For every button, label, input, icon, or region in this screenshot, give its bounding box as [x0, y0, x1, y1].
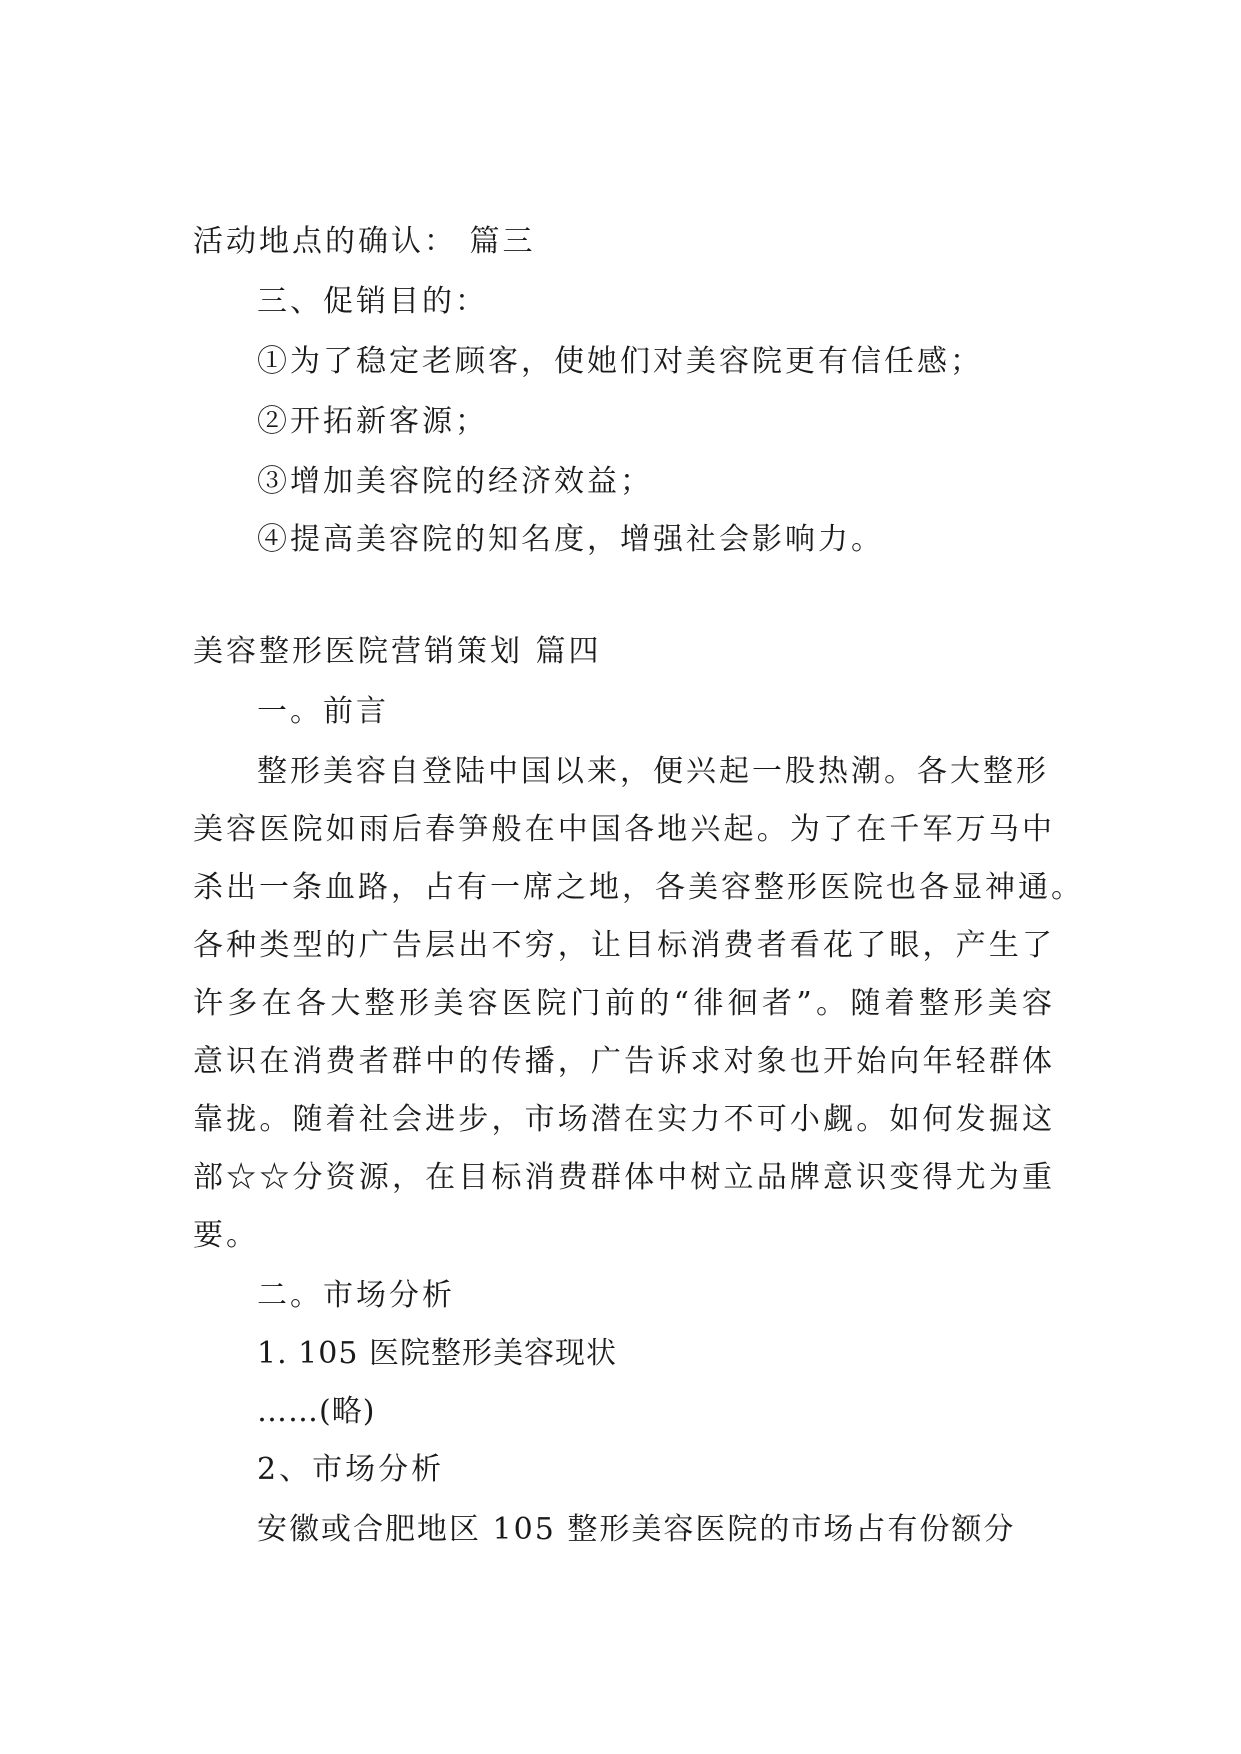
paragraph-line: 要。	[193, 1218, 259, 1253]
list-item: ②开拓新客源；	[257, 404, 488, 439]
list-item: ①为了稳定老顾客，使她们对美容院更有信任感；	[257, 344, 983, 379]
subsection-heading: 2、市场分析	[257, 1452, 445, 1487]
subsection-detail: ……(略)	[257, 1394, 376, 1429]
paragraph-line: 许多在各大整形美容医院门前的“徘徊者”。随着整形美容	[193, 986, 1055, 1021]
paragraph-line: 靠拢。随着社会进步，市场潜在实力不可小觑。如何发掘这	[193, 1102, 1055, 1137]
paragraph-line: 安徽或合肥地区 105 整形美容医院的市场占有份额分	[257, 1512, 1016, 1547]
section4-title: 美容整形医院营销策划 篇四	[193, 634, 602, 669]
paragraph-line: 意识在消费者群中的传播，广告诉求对象也开始向年轻群体	[193, 1044, 1055, 1079]
paragraph-line: 整形美容自登陆中国以来，便兴起一股热潮。各大整形	[257, 754, 1049, 789]
list-item: ③增加美容院的经济效益；	[257, 464, 653, 499]
list-item: ④提高美容院的知名度，增强社会影响力。	[257, 522, 884, 557]
paragraph-line: 各种类型的广告层出不穷，让目标消费者看花了眼，产生了	[193, 928, 1055, 963]
subsection-heading: 1. 105 医院整形美容现状	[257, 1336, 617, 1371]
preface-heading: 一。前言	[257, 694, 389, 729]
section3-subheading: 三、促销目的：	[257, 284, 488, 319]
paragraph-line: 美容医院如雨后春笋般在中国各地兴起。为了在千军万马中	[193, 812, 1055, 847]
section3-heading: 活动地点的确认： 篇三	[193, 224, 536, 259]
paragraph-line: 杀出一条血路，占有一席之地，各美容整形医院也各显神通。	[193, 870, 1084, 905]
paragraph-line: 部☆☆分资源，在目标消费群体中树立品牌意识变得尤为重	[193, 1160, 1055, 1195]
market-heading: 二。市场分析	[257, 1278, 455, 1313]
